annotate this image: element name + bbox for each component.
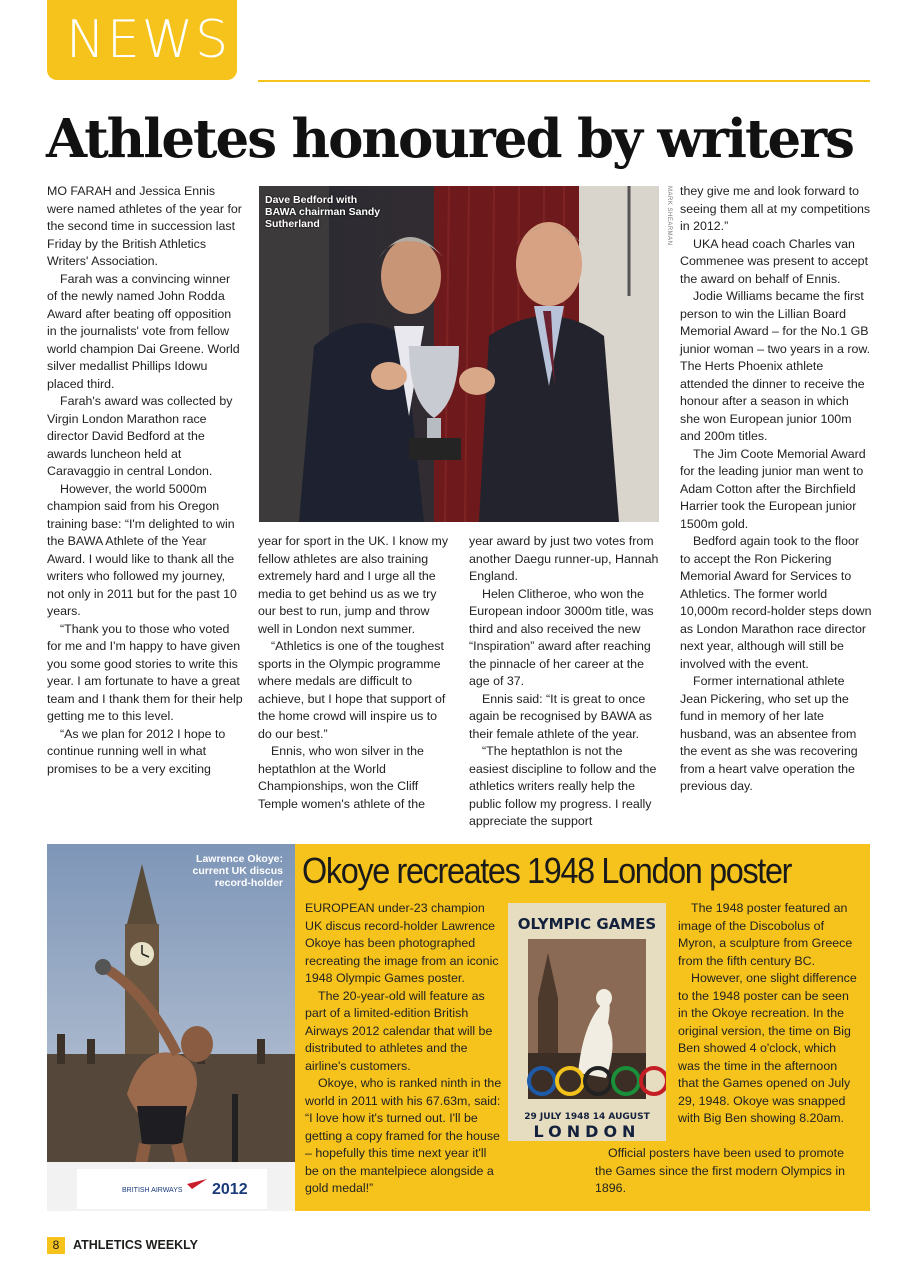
- paragraph: However, one slight difference to the 1948 poster can be seen in the Okoye recreation. In the original version, the time on Big Ben showed 4 o'clock, which was the time in the afternoon that the Games opened on July 29, 1948. Okoye was snapped with Big Ben showing 8.20am.: [678, 971, 857, 1125]
- paragraph: they give me and look forward to seeing them all at my competitions in 2012.”: [680, 184, 871, 233]
- article-column-2: [258, 533, 453, 813]
- poster-dates: 29 JULY 1948 14 AUGUST: [524, 1112, 650, 1122]
- svg-text:2012: 2012: [212, 1181, 248, 1198]
- paragraph: The 1948 poster featured an image of the Discobolus of Myron, a sculpture from Greece from the fifth century BC.: [678, 901, 853, 968]
- paragraph: “Thank you to those who voted for me and I'm happy to have given you some good stories to write this year. I am fortunate to have a great team and I thank them for their help getting me to this level.: [47, 621, 243, 723]
- paragraph: Helen Clitheroe, who won the European indoor 3000m title, was third and also received the new “Inspiration” award after reaching the pinnacle of her career at the age of 37.: [469, 586, 654, 688]
- paragraph: year for sport in the UK. I know my fellow athletes are also training extremely hard and I urge all the media to get behind us as we try our best to run, jump and throw well in London next summer.: [258, 534, 449, 636]
- paragraph: However, the world 5000m champion said from his Oregon training base: “I'm delighted to win the BAWA Athlete of the Year Award. I would like to thank all the writers who followed my journey, not only in 2011 but for the past 10 years.: [47, 481, 237, 618]
- okoye-column-1: [305, 900, 503, 1198]
- paragraph: “As we plan for 2012 I hope to continue running well in what promises to be a very exciting: [47, 726, 226, 776]
- photo-credit: MARK SHEARMAN: [666, 186, 672, 246]
- poster-title: OLYMPIC GAMES: [517, 915, 657, 933]
- page-number: 8: [47, 1237, 65, 1254]
- award-photo: [259, 186, 659, 522]
- paragraph: UKA head coach Charles van Commenee was present to accept the award on behalf of Ennis.: [680, 236, 869, 286]
- headline: Athletes honoured by writers: [46, 108, 853, 170]
- paragraph: Okoye, who is ranked ninth in the world in 2011 with his 67.63m, said: “I love how it's turned out. I'll be getting a copy framed for the house – hopefully this time next year it'll be on the mantelpiece alongside a gold medal!”: [305, 1076, 502, 1195]
- paragraph: “Athletics is one of the toughest sports in the Olympic programme where medals are difficult to achieve, but I hope that support of the home crowd will inspire us to do our best.”: [258, 639, 446, 741]
- paragraph: The 20-year-old will feature as part of a limited-edition British Airways 2012 calendar that will be distributed to athletes and the airline's customers.: [305, 988, 493, 1073]
- okoye-photo-caption: Lawrence Okoye: current UK discus record-holder: [192, 853, 283, 889]
- paragraph: Former international athlete Jean Pickering, who set up the fund in memory of her late husband, was an absentee from the event as she was recovering from a heart valve operation the previous day.: [680, 674, 858, 793]
- poster-city: LONDON: [533, 1122, 641, 1141]
- magazine-name: ATHLETICS WEEKLY: [73, 1238, 199, 1252]
- paragraph: Ennis, who won silver in the heptathlon at the World Championships, won the Cliff Temple women's athlete of the: [258, 744, 425, 811]
- okoye-column-2-continued: [595, 1145, 860, 1198]
- article-column-4: [680, 183, 872, 796]
- paragraph: Bedford again took to the floor to accept the Ron Pickering Memorial Award for Services to Athletics. The former world 10,000m record-holder steps down as London Marathon race director next year, although will still be involved with the event.: [680, 534, 872, 671]
- olympic-poster: [508, 903, 666, 1141]
- article-column-3: [469, 533, 664, 831]
- paragraph: year award by just two votes from another Daegu runner-up, Hannah England.: [469, 534, 659, 583]
- paragraph: Farah's award was collected by Virgin London Marathon race director David Bedford at the awards luncheon held at Caravaggio in central London.: [47, 394, 233, 478]
- okoye-headline: Okoye recreates 1948 London poster: [302, 850, 792, 891]
- paragraph: EUROPEAN under-23 champion UK discus record-holder Lawrence Okoye has been photographed recreating the image from an iconic 1948 Olympic Games poster.: [305, 901, 499, 985]
- paragraph: The Jim Coote Memorial Award for the leading junior man went to Adam Cotton after the Birchfield Harrier took the European junior 1500m gold.: [680, 446, 866, 531]
- paragraph: MO FARAH and Jessica Ennis were named athletes of the year for the second time in succession last Friday by the British Athletics Writers' Association.: [47, 184, 242, 268]
- paragraph: Farah was a convincing winner of the newly named John Rodda Award after beating off opposition in the journalists' vote from fellow world champion Dai Greene. World silver medallist Phillips Idowu placed third.: [47, 271, 240, 391]
- sponsor-logo: BRITISH AIRWAYS: [122, 1187, 183, 1194]
- olympic-poster-image: [508, 903, 666, 1141]
- paragraph: Ennis said: “It is great to once again be recognised by BAWA as their female athlete of the year.: [469, 691, 652, 741]
- award-photo-image: [259, 186, 659, 522]
- okoye-photo: [47, 844, 295, 1211]
- article-column-1: [47, 183, 243, 778]
- okoye-column-2: [678, 900, 858, 1128]
- paragraph: Official posters have been used to promote the Games since the first modern Olympics in 1896.: [595, 1146, 845, 1195]
- okoye-photo-image: [47, 844, 295, 1211]
- paragraph: “The heptathlon is not the easiest discipline to follow and the athletics writers really help the public follow my progress. I really appreciate the support: [469, 744, 657, 828]
- paragraph: Jodie Williams became the first person to win the Lillian Board Memorial Award – for the No.1 GB junior woman – two years in a row. The Herts Phoenix athlete attended the dinner to receive the honour after a season in which she won European junior 100m and 200m titles.: [680, 289, 871, 443]
- section-label: NEWS: [66, 10, 231, 70]
- photo-caption: Dave Bedford with BAWA chairman Sandy Sutherland: [265, 194, 381, 230]
- header-rule: [258, 80, 870, 82]
